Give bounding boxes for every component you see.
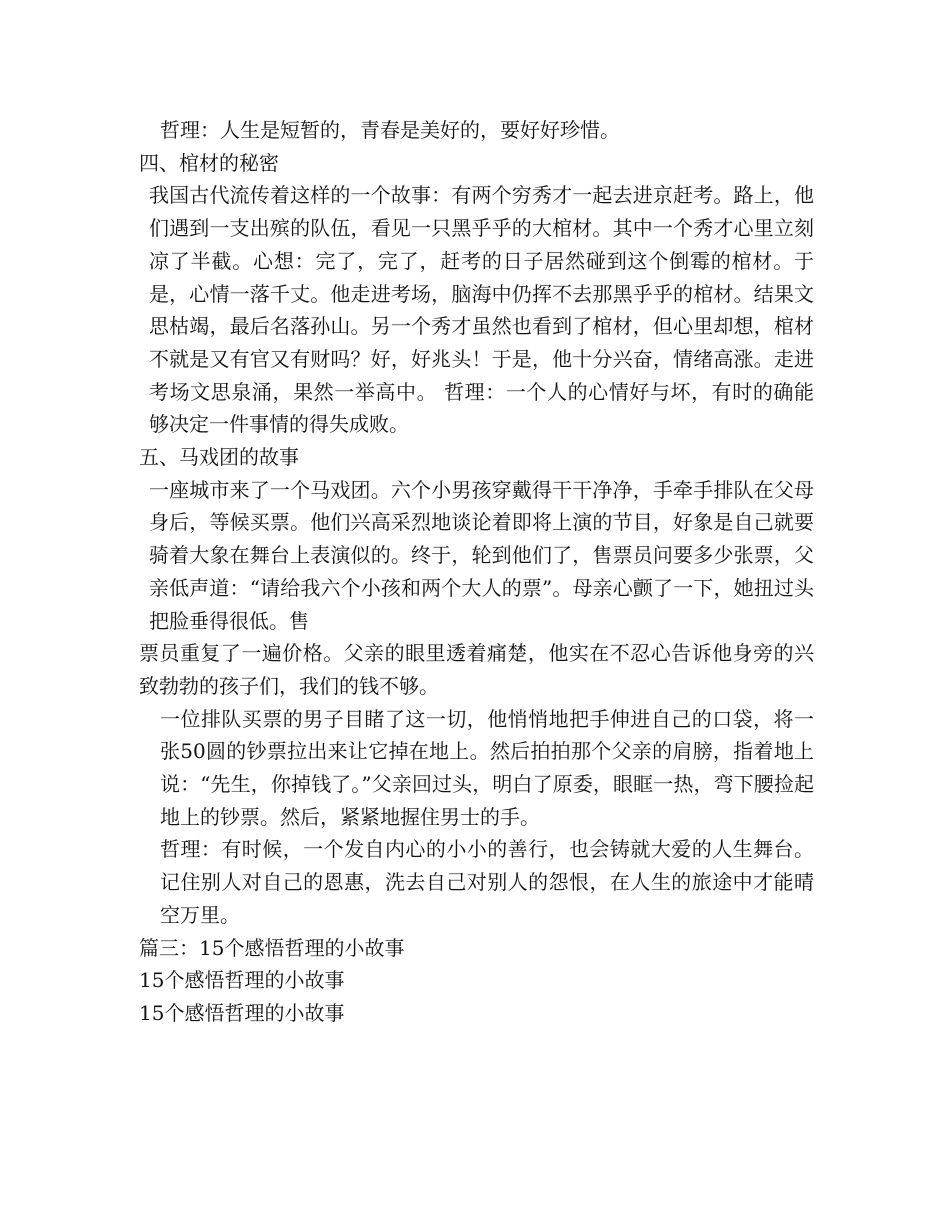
story-paragraph-circus-1: 一座城市来了一个马戏团。六个小男孩穿戴得干干净净，手牵手排队在父母身后，等候买票。他们兴高采烈地谈论着即将上演的节目，好象是自己就要骑着大象在舞台上表演似的。终于，轮到他们了，售票员问要多少张票，父亲低声道：“请给我六个小孩和两个大人的票”。母亲心颤了一下，她扭过头把脸垂得很低。售 (149, 477, 814, 633)
section-heading-circus-story: 五、马戏团的故事 (139, 445, 299, 470)
subtitle-line-2: 15个感悟哲理的小故事 (139, 1000, 345, 1025)
section-heading-coffin-secret: 四、棺材的秘密 (139, 150, 279, 175)
story-paragraph-circus-3: 一位排队买票的男子目睹了这一切，他悄悄地把手伸进自己的口袋，将一张50圆的钞票拉出来让它掉在地上。然后拍拍那个父亲的肩膀，指着地上说：“先生，你掉钱了。”父亲回过头，明白了原委，眼眶一热，弯下腰捡起地上的钞票。然后，紧紧地握住男士的手。 (160, 706, 814, 829)
chapter-heading-part-three: 篇三：15个感悟哲理的小故事 (139, 935, 405, 960)
story-paragraph-circus-2: 票员重复了一遍价格。父亲的眼里透着痛楚，他实在不忍心告诉他身旁的兴致勃勃的孩子们，我们的钱不够。 (139, 641, 814, 698)
subtitle-line-1: 15个感悟哲理的小故事 (139, 968, 345, 993)
philosophy-paragraph-2: 哲理：有时候，一个发自内心的小小的善行，也会铸就大爱的人生舞台。记住别人对自己的恩惠，洗去自己对别人的怨恨，在人生的旅途中才能晴空万里。 (160, 837, 814, 927)
story-paragraph-coffin: 我国古代流传着这样的一个故事：有两个穷秀才一起去进京赶考。路上，他们遇到一支出殡的队伍，看见一只黑乎乎的大棺材。其中一个秀才心里立刻凉了半截。心想：完了，完了，赶考的日子居然碰到这个倒霉的棺材。于是，心情一落千丈。他走进考场，脑海中仍挥不去那黑乎乎的棺材。结果文思枯竭，最后名落孙山。另一个秀才虽然也看到了棺材，但心里却想，棺材不就是又有官又有财吗？好，好兆头！于是，他十分兴奋，情绪高涨。走进考场文思泉涌，果然一举高中。 哲理：一个人的心情好与坏，有时的确能够决定一件事情的得失成败。 (149, 183, 814, 437)
document-page (139, 114, 814, 1030)
philosophy-paragraph-1: 哲理：人生是短暂的，青春是美好的，要好好珍惜。 (160, 118, 620, 142)
